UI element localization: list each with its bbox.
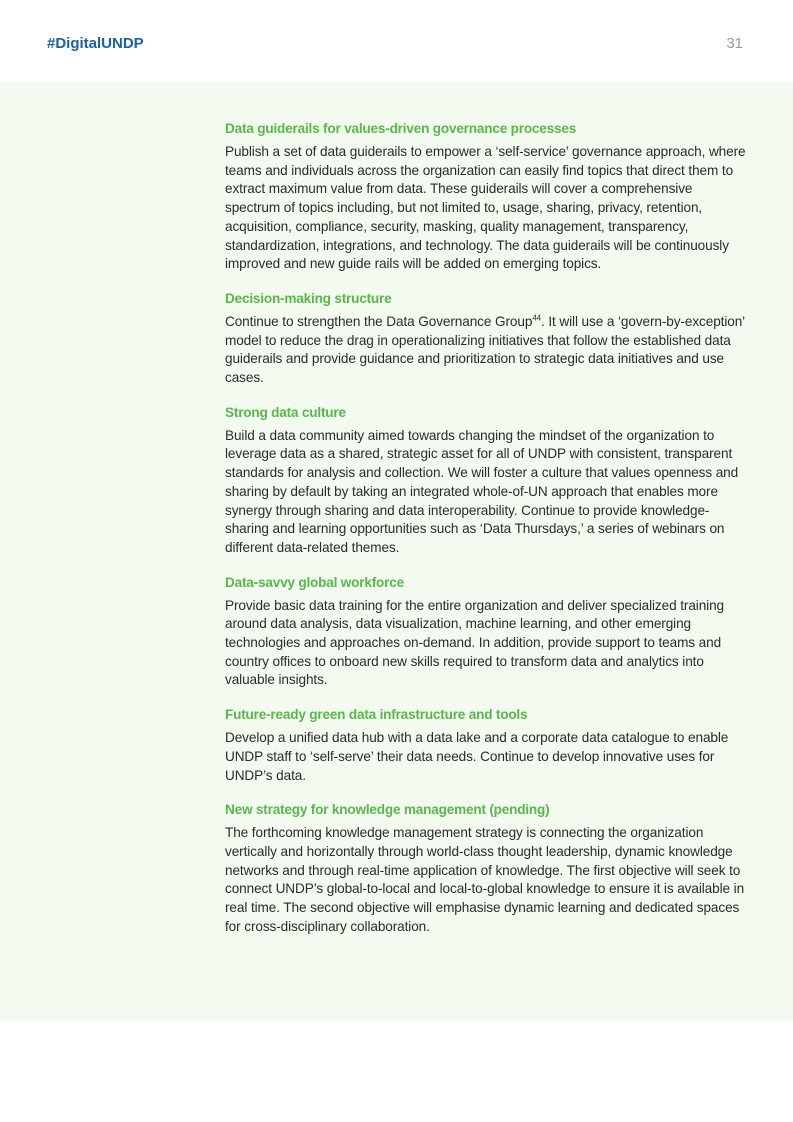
section-decision-making <box>225 289 749 388</box>
main-content <box>225 119 749 952</box>
section-title: Data guiderails for values-driven governance processes <box>225 121 577 136</box>
section-title: Future-ready green data infrastructure and tools <box>225 707 528 723</box>
footnote-reference[interactable]: 44 <box>532 313 542 323</box>
section-body <box>225 313 749 388</box>
section-title: New strategy for knowledge management (pending) <box>225 802 550 818</box>
section-workforce <box>225 573 749 691</box>
section-title: Decision-making structure <box>225 290 392 306</box>
section-body: The forthcoming knowledge management strategy is connecting the organization vertically and horizontally through world-class thought leadership, dynamic knowledge networks and through real-time application of knowledge. The first objective will seek to connect UNDP’s global-to-local and local-to-global knowledge to ensure it is available in real time. The second objective will emphasise dynamic learning and dedicated spaces for cross-disciplinary collaboration. <box>225 825 745 934</box>
section-title: Strong data culture <box>225 404 346 420</box>
section-title: Data-savvy global workforce <box>225 574 404 590</box>
section-knowledge-management <box>225 800 749 936</box>
header-hashtag: #DigitalUNDP <box>47 35 144 52</box>
body-text-before: Continue to strengthen the Data Governance Group <box>225 313 533 329</box>
section-body: Provide basic data training for the entire organization and deliver specialized training around data analysis, data visualization, machine learning, and other emerging technologies and approaches on-demand. In addition, provide support to teams and country offices to onboard new skills required to transform data and analytics into valuable insights. <box>225 597 725 688</box>
section-body: Publish a set of data guiderails to empower a ‘self-service’ governance approach, where teams and individuals across the organization can easily find topics that direct them to extract maximum value from data. These guiderails will cover a comprehensive spectrum of topics including, but not limited to, usage, sharing, privacy, retention, acquisition, compliance, security, masking, quality management, transparency, standardization, integrations, and technology. The data guiderails will be continuously improved and new guide rails will be added on emerging topics. <box>225 144 746 272</box>
section-body: Develop a unified data hub with a data lake and a corporate data catalogue to enable UNDP staff to ‘self-serve’ their data needs. Continue to develop innovative uses for UNDP’s data. <box>225 730 729 783</box>
section-body: Build a data community aimed towards changing the mindset of the organization to leverage data as a shared, strategic asset for all of UNDP with consistent, transparent standards for analysis and collection. We will foster a culture that values openness and sharing by default by taking an integrated whole-of-UN approach that enables more synergy through sharing and data interoperability. Continue to provide knowledge-sharing and learning opportunities such as ‘Data Thursdays,’ a series of webinars on different data-related themes. <box>225 427 739 555</box>
body-text-after: . It will use a ‘govern-by-exception’ model to reduce the drag in operationalizing initiatives that follow the established data guiderails and provide guidance and prioritization to strategic data initiatives and use cases. <box>225 313 745 386</box>
section-data-culture <box>225 403 749 558</box>
section-data-guiderails <box>225 119 749 274</box>
section-infrastructure <box>225 705 749 785</box>
page-number: 31 <box>726 35 743 52</box>
